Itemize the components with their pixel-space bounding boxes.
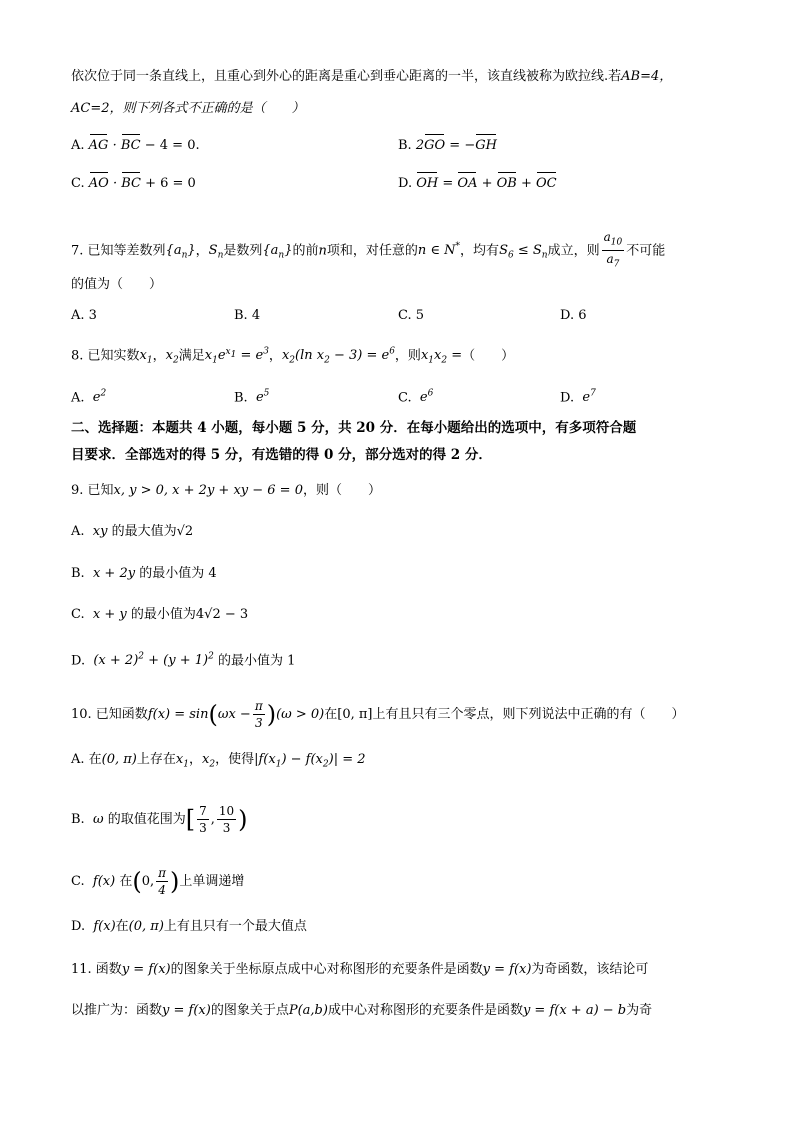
math-expr: $(x + 2)^2 + (y + 1)^2$	[93, 652, 214, 669]
math-expr: y = f(x + a) − b	[522, 1003, 627, 1018]
math-expr: n ∈ N*	[417, 242, 461, 259]
q10-option-d: D. f(x)在(0, π)上有且只有一个最大值点	[71, 919, 307, 934]
math-expr: $e^2$	[92, 389, 107, 406]
math-expr: $|f(x_1) - f(x_2)| = 2$	[254, 752, 366, 770]
math-expr: ω	[92, 812, 104, 827]
math-expr: $e^6$	[419, 389, 434, 406]
q7-text: 的值为（ ）	[71, 277, 163, 292]
option-label: A.	[71, 138, 85, 153]
option-text: C. 5	[398, 308, 425, 323]
section-heading-text: 二、选择题：本题共 4 小题，每小题 5 分，共 20 分．在每小题给出的选项中，有多项符合题	[71, 420, 637, 436]
q10-option-b: B. ω 的取值花围为[ $\frac{7}{3}$ , $\frac{10}{3}$ )	[71, 804, 248, 835]
math-expr: f(x) = sin	[147, 707, 209, 722]
math-expr: $x_1$	[139, 348, 153, 366]
math-expr: AO · BC	[88, 176, 141, 191]
math-expr: P(a,b)	[288, 1003, 328, 1018]
q9-lead: 9. 已知	[71, 483, 114, 498]
q8-text: ，	[268, 348, 282, 364]
q10-text: 上有且只有三个零点，则下列说法中正确的有（ ）	[372, 707, 685, 722]
math-expr: y = f(x)	[121, 962, 171, 977]
math-expr: xy	[92, 524, 108, 539]
option-text: 的最大值为	[111, 524, 177, 539]
q11-text: 为奇函数，该结论可	[531, 962, 649, 977]
q11-text: 的图象关于坐标原点成中心对称图形的充要条件是函数	[170, 962, 483, 977]
option-text: 的最小值为 4	[139, 566, 217, 581]
q7-lead: 7. 已知等差数列	[71, 243, 166, 259]
math-expr: $\{a_n\}$	[262, 243, 293, 261]
q7-line2	[71, 276, 162, 294]
option-label: A.	[71, 390, 85, 406]
q6-option-b	[398, 137, 497, 155]
q9-line1	[71, 482, 381, 500]
q11-text: 以推广为：函数	[71, 1003, 163, 1018]
math-expr: f(x)	[92, 874, 116, 889]
math-expr: (ω > 0)	[276, 707, 325, 722]
paren: )	[266, 700, 277, 729]
q6-option-d	[398, 175, 557, 193]
math-expr: $\{a_n\}$	[165, 243, 196, 261]
q8-option-c	[398, 385, 433, 407]
q7-option-a	[71, 307, 97, 325]
math-expr: f(x)	[93, 919, 116, 934]
math-expr: $S_6 \le S_n$	[499, 243, 548, 261]
paren: )	[170, 867, 180, 896]
q7-text: ，均有	[460, 243, 500, 259]
exponent: 5	[263, 389, 270, 399]
q10-option-c: C. f(x) 在(0, $\frac{\pi}{4}$ )上单调递增	[71, 866, 245, 897]
option-text: A. 3	[71, 308, 97, 323]
q9-text: ，则（ ）	[302, 483, 381, 498]
q10-line1	[71, 698, 685, 731]
option-label: B.	[398, 138, 412, 153]
q10-text: 在	[324, 707, 338, 722]
section-heading-text: 目要求．全部选对的得 5 分，有选错的得 0 分，部分选对的得 2 分．	[71, 447, 492, 463]
q8-text: （ ）	[462, 348, 515, 364]
math-expr: $x_1x_2$ =	[420, 348, 463, 366]
exponent: 2	[100, 389, 107, 399]
fraction: $\frac{7}{3}$	[199, 804, 207, 835]
option-text: 上单调递增	[179, 874, 245, 889]
math-expr: x + y	[92, 607, 127, 622]
option-label: C.	[71, 176, 85, 191]
section-heading-line1	[71, 419, 636, 437]
q8-text: ，	[152, 348, 166, 364]
q11-text: 为奇	[626, 1003, 653, 1018]
q7-option-c	[398, 307, 424, 325]
option-text: D. 6	[560, 308, 587, 323]
q7-text: ，	[195, 243, 209, 259]
option-text: 上存在	[136, 752, 176, 767]
math-expr: [0, π]	[337, 707, 373, 722]
q8-text: 满足	[178, 348, 205, 364]
exponent: 6	[427, 389, 434, 399]
math-expr: n	[318, 243, 327, 259]
q7-text: 不可能	[626, 243, 666, 259]
q9-option-c: C. x + y 的最小值为4√2 − 3	[71, 607, 249, 622]
option-label: B.	[234, 390, 248, 406]
paren: )	[238, 805, 248, 834]
q7-text: 项和，对任意的	[326, 243, 418, 259]
paren: (	[208, 700, 218, 729]
q7-text: 成立，则	[547, 243, 600, 259]
fraction: $\frac{10}{3}$	[218, 804, 235, 835]
math-expr: $x_2(\ln$ $x_2 - 3) = e^6$	[281, 347, 395, 366]
math-expr: $e^7$	[582, 389, 596, 406]
q6-question-text: AC=2，则下列各式不正确的是（ ）	[71, 101, 305, 116]
math-expr: ωx −	[217, 707, 251, 722]
q7-text: 的前	[292, 243, 319, 259]
math-expr: (0, π)	[101, 752, 137, 767]
q11-text: 成中心对称图形的充要条件是函数	[327, 1003, 523, 1018]
option-label: C.	[398, 390, 412, 406]
q8-line1	[71, 343, 514, 370]
math-expr: $x_2$	[165, 348, 179, 366]
q6-option-a	[71, 137, 200, 155]
paren: (	[132, 867, 142, 896]
q11-text: 的图象关于点	[210, 1003, 289, 1018]
q8-text: ，则	[394, 348, 421, 364]
q7-line1	[71, 229, 665, 273]
option-text: B. 4	[234, 308, 261, 323]
math-expr: $e^5$	[255, 389, 270, 406]
q7-text: 是数列	[223, 243, 263, 259]
exponent: 7	[590, 389, 596, 399]
math-expr: OH = OA + OB + OC	[416, 176, 557, 191]
math-expr: 4√2 − 3	[195, 607, 249, 622]
section-heading-line2	[71, 446, 492, 464]
q8-option-a	[71, 385, 106, 407]
fraction: $\frac{\pi}{4}$	[158, 866, 167, 897]
q7-option-d	[560, 307, 587, 325]
q6-option-c	[71, 175, 196, 193]
math-tail: − 4 = 0.	[140, 138, 200, 153]
option-text: 的最小值为 1	[217, 653, 296, 669]
option-label: D.	[398, 176, 413, 191]
q10-lead: 10. 已知函数	[71, 707, 148, 722]
q6-condition: AB=4，	[621, 69, 673, 84]
q11-line2	[71, 1002, 652, 1020]
q6-line1-text: 依次位于同一条直线上，且重心到外心的距离是重心到垂心距离的一半，该直线被称为欧拉线.若	[71, 69, 622, 84]
fraction: $\frac{\pi}{3}$	[254, 699, 263, 730]
math-expr: AG · BC	[88, 138, 141, 153]
option-text: ，使得	[215, 752, 255, 767]
option-text: 上有且只有一个最大值点	[163, 919, 307, 934]
option-text: 的取值花围为	[107, 812, 186, 827]
math-tail: = −	[445, 138, 476, 153]
option-text: A. 在	[71, 752, 102, 767]
q9-option-d: D. $(x + 2)^2 + (y + 1)^2$ 的最小值为 1	[71, 652, 296, 669]
q11-text: 11. 函数	[71, 962, 122, 977]
math-expr: GH	[475, 138, 497, 153]
math-expr: $x_1e^{x_1} = e^3$	[204, 347, 269, 366]
math-expr: x + 2y	[92, 566, 136, 581]
math-expr: y = f(x)	[482, 962, 532, 977]
q6-line1	[71, 68, 672, 86]
math-expr: (0, π)	[128, 919, 164, 934]
option-label: D.	[560, 390, 575, 406]
math-expr: x, y > 0, x + 2y + xy − 6 = 0	[113, 483, 303, 498]
math-expr: 2GO	[415, 138, 446, 153]
fraction: $\frac{a_{10}}{a_7}$	[603, 230, 623, 270]
q9-option-a: A. xy 的最大值为√2	[71, 524, 194, 539]
math-expr: √2	[176, 524, 194, 539]
math-expr: $S_n$	[208, 243, 224, 261]
math-expr: $x_2$	[202, 752, 216, 770]
q6-line2	[71, 100, 305, 118]
q7-option-b	[234, 307, 260, 325]
q8-lead: 8. 已知实数	[71, 348, 140, 364]
q8-option-b	[234, 385, 269, 407]
option-text: 在	[115, 919, 129, 934]
q8-option-d	[560, 385, 596, 407]
paren: [	[185, 805, 196, 834]
math-expr: y = f(x)	[162, 1003, 211, 1018]
q11-line1	[71, 961, 648, 979]
q9-option-b: B. x + 2y 的最小值为 4	[71, 566, 217, 581]
option-text: 在	[119, 874, 133, 889]
option-text: 的最小值为	[130, 607, 196, 622]
q10-option-a: A. 在(0, π)上存在$x_1$，$x_2$，使得$|f(x_1) - f(x_2)| = 2$	[71, 752, 366, 770]
math-tail: + 6 = 0	[140, 176, 196, 191]
math-expr: $x_1$	[175, 752, 189, 770]
